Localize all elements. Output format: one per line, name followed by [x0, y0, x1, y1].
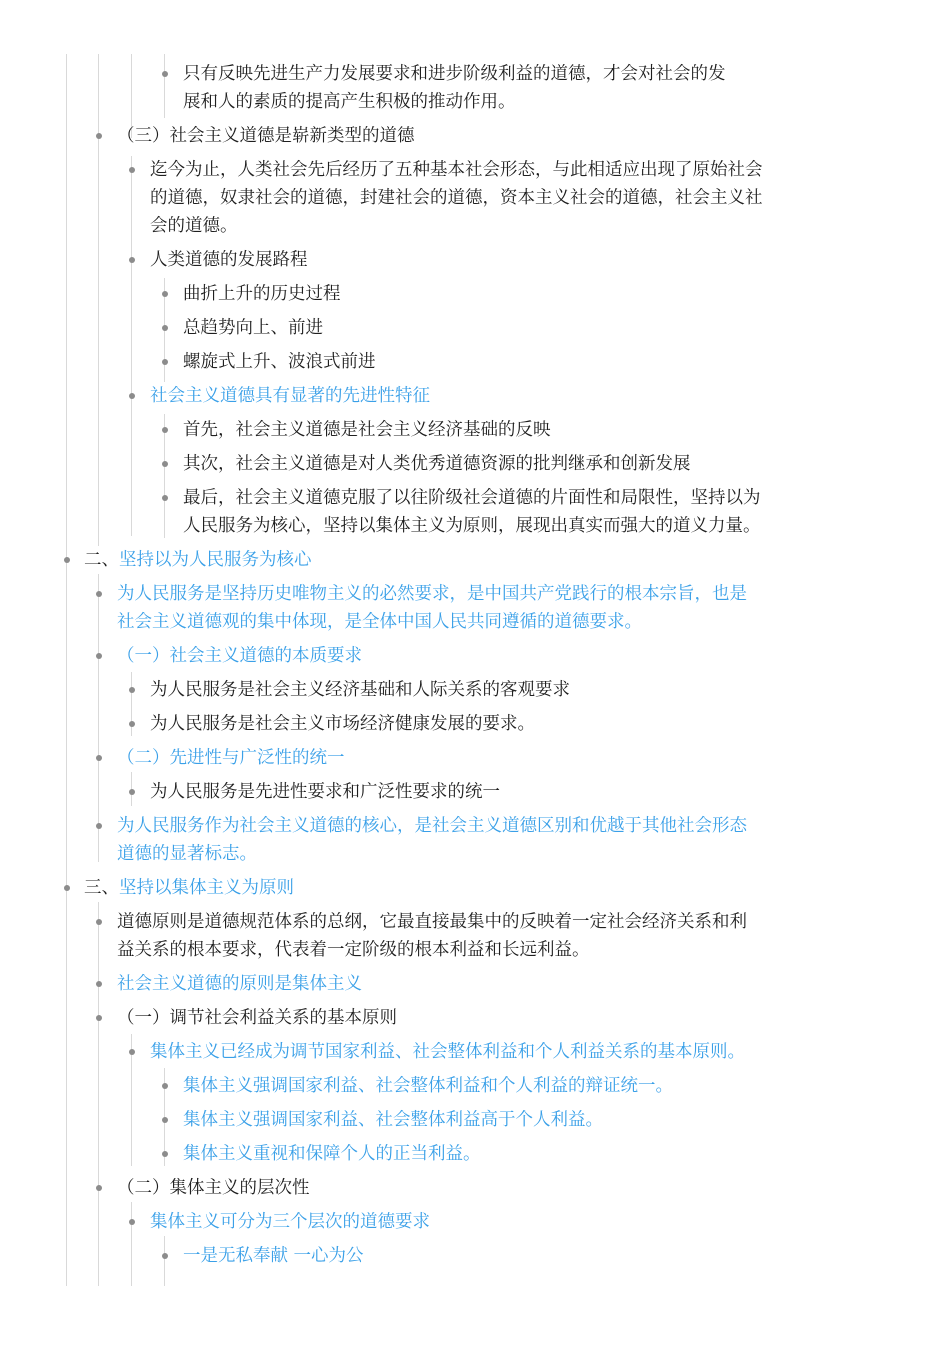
outline-item[interactable] [183, 416, 551, 444]
guide-line [164, 54, 165, 118]
outline-bullet [162, 495, 168, 501]
outline-bullet [129, 167, 135, 173]
outline-item[interactable] [150, 382, 430, 410]
outline-item-text: 总趋势向上、前进 [183, 318, 323, 338]
outline-item-text: （一）社会主义道德的本质要求 [117, 646, 362, 666]
outline-item-text: 一是无私奉献 一心为公 [183, 1246, 364, 1266]
guide-line [98, 54, 99, 546]
outline-item[interactable] [117, 908, 747, 964]
guide-line [66, 54, 67, 1286]
outline-item[interactable] [117, 122, 415, 150]
outline-item-text [84, 874, 294, 902]
outline-bullet [162, 291, 168, 297]
outline-bullet [162, 1117, 168, 1123]
guide-line [131, 1202, 132, 1286]
outline-bullet [129, 257, 135, 263]
outline-item-text: 道德原则是道德规范体系的总纲，它最直接最集中的反映着一定社会经济关系和利 [117, 912, 747, 932]
outline-item-text: 集体主义可分为三个层次的道德要求 [150, 1212, 430, 1232]
outline-bullet [96, 1015, 102, 1021]
outline-item-text: 迄今为止，人类社会先后经历了五种基本社会形态，与此相适应出现了原始社会 [150, 160, 763, 180]
outline-item-text: （三）社会主义道德是崭新类型的道德 [117, 126, 415, 146]
outline-item-text: 道德的显著标志。 [117, 844, 257, 864]
outline-bullet [96, 1185, 102, 1191]
outline-item[interactable] [150, 710, 535, 738]
guide-line [98, 574, 99, 862]
outline-item-text: 最后，社会主义道德克服了以往阶级社会道德的片面性和局限性，坚持以为 [183, 488, 761, 508]
outline-bullet [162, 325, 168, 331]
outline-item-text: 益关系的根本要求，代表着一定阶级的根本利益和长远利益。 [117, 940, 590, 960]
outline-item[interactable] [117, 580, 747, 636]
outline-item[interactable] [150, 1208, 430, 1236]
outline-item-text: 螺旋式上升、波浪式前进 [183, 352, 376, 372]
outline-item[interactable] [84, 874, 294, 902]
outline-bullet [129, 721, 135, 727]
outline-bullet [162, 1151, 168, 1157]
outline-item[interactable] [150, 156, 763, 240]
outline-item-text: 展和人的素质的提高产生积极的推动作用。 [183, 92, 516, 112]
outline-bullet [162, 427, 168, 433]
outline-bullet [64, 557, 70, 563]
outline-item[interactable] [183, 450, 691, 478]
guide-line [98, 902, 99, 1286]
outline-bullet [129, 687, 135, 693]
outline-bullet [129, 789, 135, 795]
outline-item-text: 为人民服务是坚持历史唯物主义的必然要求，是中国共产党践行的根本宗旨，也是 [117, 584, 747, 604]
outline-item-text: 人类道德的发展路程 [150, 250, 308, 270]
outline-item-text [84, 546, 312, 574]
outline-item[interactable] [117, 744, 345, 772]
outline-item[interactable] [183, 1106, 603, 1134]
outline-item-text: 集体主义已经成为调节国家利益、社会整体利益和个人利益关系的基本原则。 [150, 1042, 745, 1062]
outline-item[interactable] [117, 1174, 310, 1202]
outline-item[interactable] [117, 970, 362, 998]
outline-bullet [96, 653, 102, 659]
outline-item-text: （二）集体主义的层次性 [117, 1178, 310, 1198]
outline-item-text: 社会主义道德具有显著的先进性特征 [150, 386, 430, 406]
outline-item-text: 首先，社会主义道德是社会主义经济基础的反映 [183, 420, 551, 440]
outline-item-title: 坚持以集体主义为原则 [119, 878, 294, 898]
outline-item-text: 人民服务为核心，坚持以集体主义为原则，展现出真实而强大的道义力量。 [183, 516, 761, 536]
outline-item[interactable] [150, 246, 308, 274]
outline-bullet [129, 1219, 135, 1225]
outline-item-text: 为人民服务作为社会主义道德的核心，是社会主义道德区别和优越于其他社会形态 [117, 816, 747, 836]
outline-item[interactable] [84, 546, 312, 574]
outline-item-text: 集体主义重视和保障个人的正当利益。 [183, 1144, 481, 1164]
outline-bullet [96, 755, 102, 761]
outline-bullet [162, 1083, 168, 1089]
outline-item-prefix: 二、 [84, 550, 119, 570]
outline-item[interactable] [150, 1038, 745, 1066]
outline-bullet [96, 591, 102, 597]
outline-item[interactable] [117, 642, 362, 670]
outline-item-text: 只有反映先进生产力发展要求和进步阶级利益的道德，才会对社会的发 [183, 64, 726, 84]
outline-bullet [96, 981, 102, 987]
outline-item[interactable] [117, 1004, 397, 1032]
outline-item[interactable] [183, 1242, 364, 1270]
guide-line [131, 156, 132, 536]
outline-item[interactable] [150, 778, 500, 806]
outline-item[interactable] [183, 484, 761, 540]
outline-item-text: （二）先进性与广泛性的统一 [117, 748, 345, 768]
outline-item-text: 为人民服务是社会主义经济基础和人际关系的客观要求 [150, 680, 570, 700]
outline-bullet [162, 461, 168, 467]
outline-item-text: 社会主义道德的原则是集体主义 [117, 974, 362, 994]
outline-item[interactable] [183, 1140, 481, 1168]
outline-bullet [96, 823, 102, 829]
outline-bullet [129, 393, 135, 399]
outline-item-text: 其次，社会主义道德是对人类优秀道德资源的批判继承和创新发展 [183, 454, 691, 474]
outline-item[interactable] [150, 676, 570, 704]
outline-item-text: 为人民服务是社会主义市场经济健康发展的要求。 [150, 714, 535, 734]
outline-bullet [162, 359, 168, 365]
outline-bullet [162, 71, 168, 77]
outline-bullet [64, 885, 70, 891]
guide-line [164, 1236, 165, 1286]
outline-item-text: 曲折上升的历史过程 [183, 284, 341, 304]
outline-item-title: 坚持以为人民服务为核心 [119, 550, 312, 570]
outline-item-text: 的道德，奴隶社会的道德，封建社会的道德，资本主义社会的道德，社会主义社 [150, 188, 763, 208]
outline-item-text: 社会主义道德观的集中体现，是全体中国人民共同遵循的道德要求。 [117, 612, 642, 632]
outline-item[interactable] [183, 280, 341, 308]
outline-item-text: 为人民服务是先进性要求和广泛性要求的统一 [150, 782, 500, 802]
outline-item[interactable] [117, 812, 747, 868]
outline-item[interactable] [183, 1072, 673, 1100]
outline-item[interactable] [183, 60, 726, 116]
outline-item-text: 集体主义强调国家利益、社会整体利益高于个人利益。 [183, 1110, 603, 1130]
outline-bullet [162, 1253, 168, 1259]
outline-item-text: 会的道德。 [150, 216, 238, 236]
outline-item-text: （一）调节社会利益关系的基本原则 [117, 1008, 397, 1028]
outline-item[interactable] [183, 314, 323, 342]
outline-bullet [96, 919, 102, 925]
outline-item-prefix: 三、 [84, 878, 119, 898]
outline-bullet [96, 133, 102, 139]
outline-bullet [129, 1049, 135, 1055]
outline-item[interactable] [183, 348, 376, 376]
outline-item-text: 集体主义强调国家利益、社会整体利益和个人利益的辩证统一。 [183, 1076, 673, 1096]
